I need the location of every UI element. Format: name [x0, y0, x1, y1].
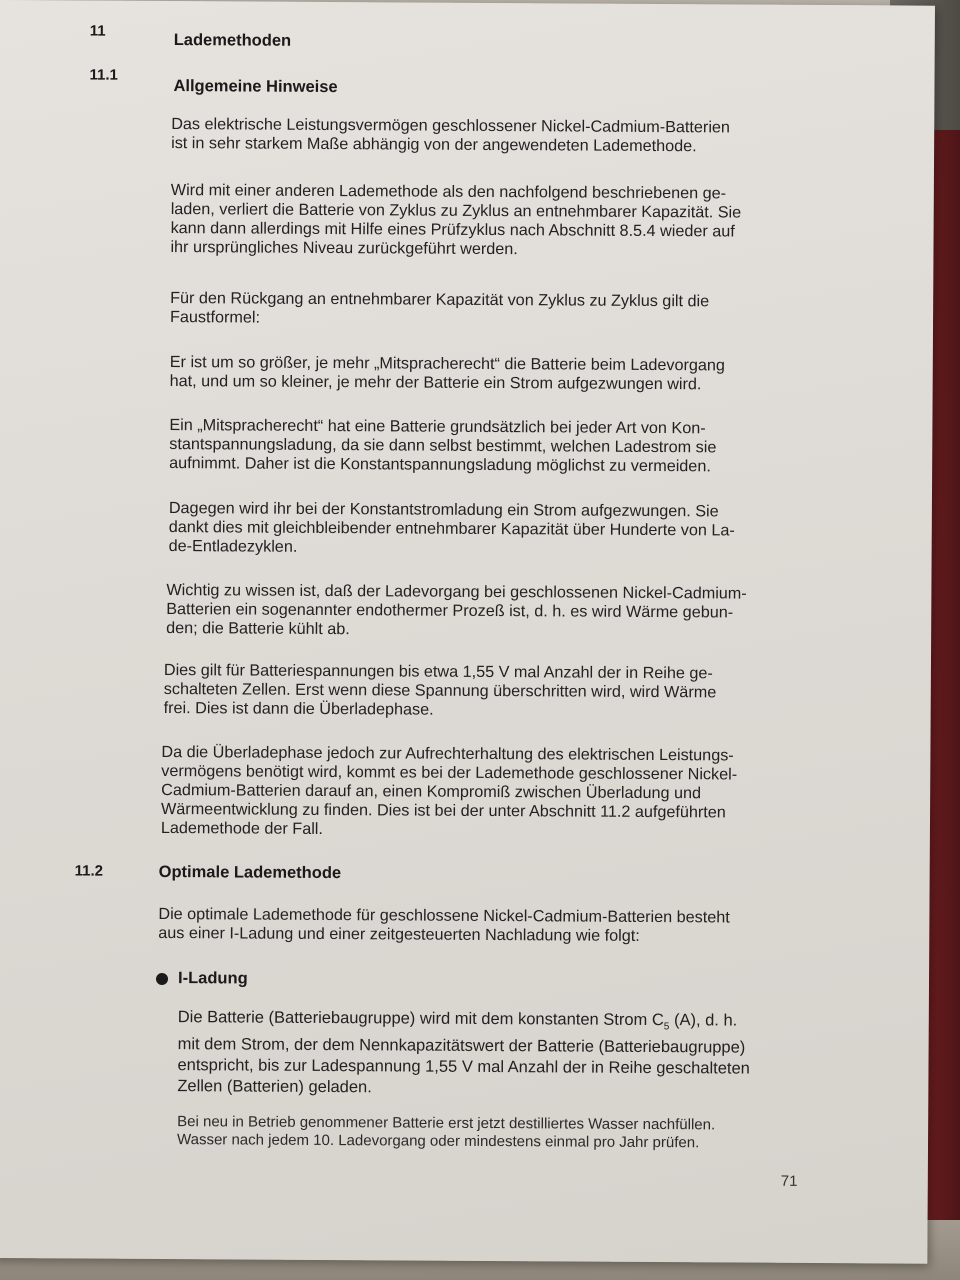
text-line: Die optimale Lademethode für geschlossene Nickel-Cadmium-Batterien besteht: [158, 904, 730, 927]
section-title-lademethoden: Lademethoden: [173, 31, 292, 50]
bullet-title-i-ladung: I-Ladung: [177, 969, 248, 988]
text-line: entspricht, bis zur Ladespannung 1,55 V mal Anzahl der in Reihe geschalteten: [177, 1056, 750, 1078]
paragraph-batteriespannung: [164, 661, 717, 721]
paragraph-other-method: [170, 181, 741, 260]
text-line: mit dem Strom, der dem Nennkapazitätswert der Batterie (Batteriebaugruppe): [177, 1035, 746, 1057]
text-line: Bei neu in Betrieb genommener Batterie erst jetzt destilliertes Wasser nachfüllen.: [177, 1113, 716, 1134]
text-line: den; die Batterie kühlt ab.: [166, 619, 350, 639]
section-number-11: 11: [89, 22, 106, 40]
text-line: vermögens benötigt wird, kommt es bei der Lademethode geschlossener Nickel-: [161, 761, 738, 784]
text-line: de-Entladezyklen.: [168, 537, 298, 556]
text-fragment: Die Batterie (Batteriebaugruppe) wird mit dem konstanten Strom C: [177, 1008, 664, 1030]
text-line: Für den Rückgang an entnehmbarer Kapazität von Zyklus zu Zyklus gilt die: [170, 289, 710, 311]
note-wasser: [177, 1113, 715, 1152]
text-line: aus einer I-Ladung und einer zeitgesteuerten Nachladung wie folgt:: [158, 923, 640, 945]
text-line: aufnimmt. Daher ist die Konstantspannungsladung möglichst zu vermeiden.: [169, 454, 711, 476]
paragraph-endothermer-prozess: [166, 581, 747, 642]
text-line: Zellen (Batterien) geladen.: [177, 1077, 372, 1097]
text-line: hat, und um so kleiner, je mehr der Batterie ein Strom aufgezwungen wird.: [169, 372, 702, 394]
text-line: Wichtig zu wissen ist, daß der Ladevorgang bei geschlossenen Nickel-Cadmium-: [166, 581, 747, 603]
paragraph-konstantspannung: [169, 416, 716, 476]
paragraph-intro: [171, 115, 730, 156]
paragraph-ueberladephase: [161, 743, 737, 842]
text-line: dankt dies mit gleichbleibender entnehmbarer Kapazität über Hunderte von La-: [168, 518, 735, 540]
section-title-allgemeine-hinweise: Allgemeine Hinweise: [173, 77, 338, 97]
subscript-5: 5: [663, 1021, 670, 1033]
paragraph-faustformel: [170, 289, 709, 330]
text-line: schalteten Zellen. Erst wenn diese Spannung überschritten wird, wird Wärme: [163, 680, 717, 702]
text-line: frei. Dies ist dann die Überladephase.: [163, 699, 434, 719]
text-line: kann dann allerdings mit Hilfe eines Prüfzyklus nach Abschnitt 8.5.4 wieder auf: [170, 219, 735, 241]
page-number: 71: [780, 1172, 798, 1190]
section-number-11-2: 11.2: [74, 862, 104, 880]
bullet-icon: [156, 973, 168, 985]
text-line: Wird mit einer anderen Lademethode als den nachfolgend beschriebenen ge-: [170, 181, 727, 203]
text-fragment: (A), d. h.: [669, 1011, 738, 1030]
text-line: Wasser nach jedem 10. Ladevorgang oder mindestens einmal pro Jahr prüfen.: [176, 1131, 700, 1152]
text-line: Wärmeentwicklung zu finden. Dies ist bei der unter Abschnitt 11.2 aufgeführten: [161, 799, 726, 822]
text-line: laden, verliert die Batterie von Zyklus zu Zyklus an entnehmbarer Kapazität. Sie: [170, 200, 742, 222]
paragraph-optimale-methode: [158, 905, 730, 946]
text-line: Dies gilt für Batteriespannungen bis etwa 1,55 V mal Anzahl der in Reihe ge-: [163, 661, 713, 683]
paragraph-konstantstrom: [169, 499, 735, 559]
text-line: stantspannungsladung, da sie dann selbst bestimmt, welchen Ladestrom sie: [169, 435, 717, 457]
paragraph-i-ladung: [177, 1007, 750, 1101]
text-line: [178, 1007, 751, 1038]
text-line: Dagegen wird ihr bei der Konstantstromladung ein Strom aufgezwungen. Sie: [168, 499, 719, 521]
section-number-11-1: 11.1: [89, 66, 118, 84]
paragraph-mitspracherecht: [170, 353, 725, 394]
text-line: Das elektrische Leistungsvermögen geschlossener Nickel-Cadmium-Batterien: [171, 115, 731, 137]
text-line: Faustformel:: [170, 308, 261, 327]
text-line: Lademethode der Fall.: [160, 818, 323, 838]
text-line: Batterien ein sogenannter endothermer Prozeß ist, d. h. es wird Wärme gebun-: [166, 600, 734, 622]
text-line: ist in sehr starkem Maße abhängig von der angewendeten Lademethode.: [171, 134, 697, 156]
text-line: Er ist um so größer, je mehr „Mitspracherecht“ die Batterie beim Ladevorgang: [169, 353, 725, 375]
text-line: ihr ursprüngliches Niveau zurückgeführt werden.: [170, 238, 518, 259]
text-line: Ein „Mitspracherecht“ hat eine Batterie grundsätzlich bei jeder Art von Kon-: [169, 416, 706, 438]
text-line: Da die Überladephase jedoch zur Aufrechterhaltung des elektrischen Leistungs-: [161, 743, 734, 765]
section-title-optimale-lademethode: Optimale Lademethode: [158, 862, 342, 883]
text-line: Cadmium-Batterien darauf an, einen Kompromiß zwischen Überladung und: [161, 780, 702, 803]
